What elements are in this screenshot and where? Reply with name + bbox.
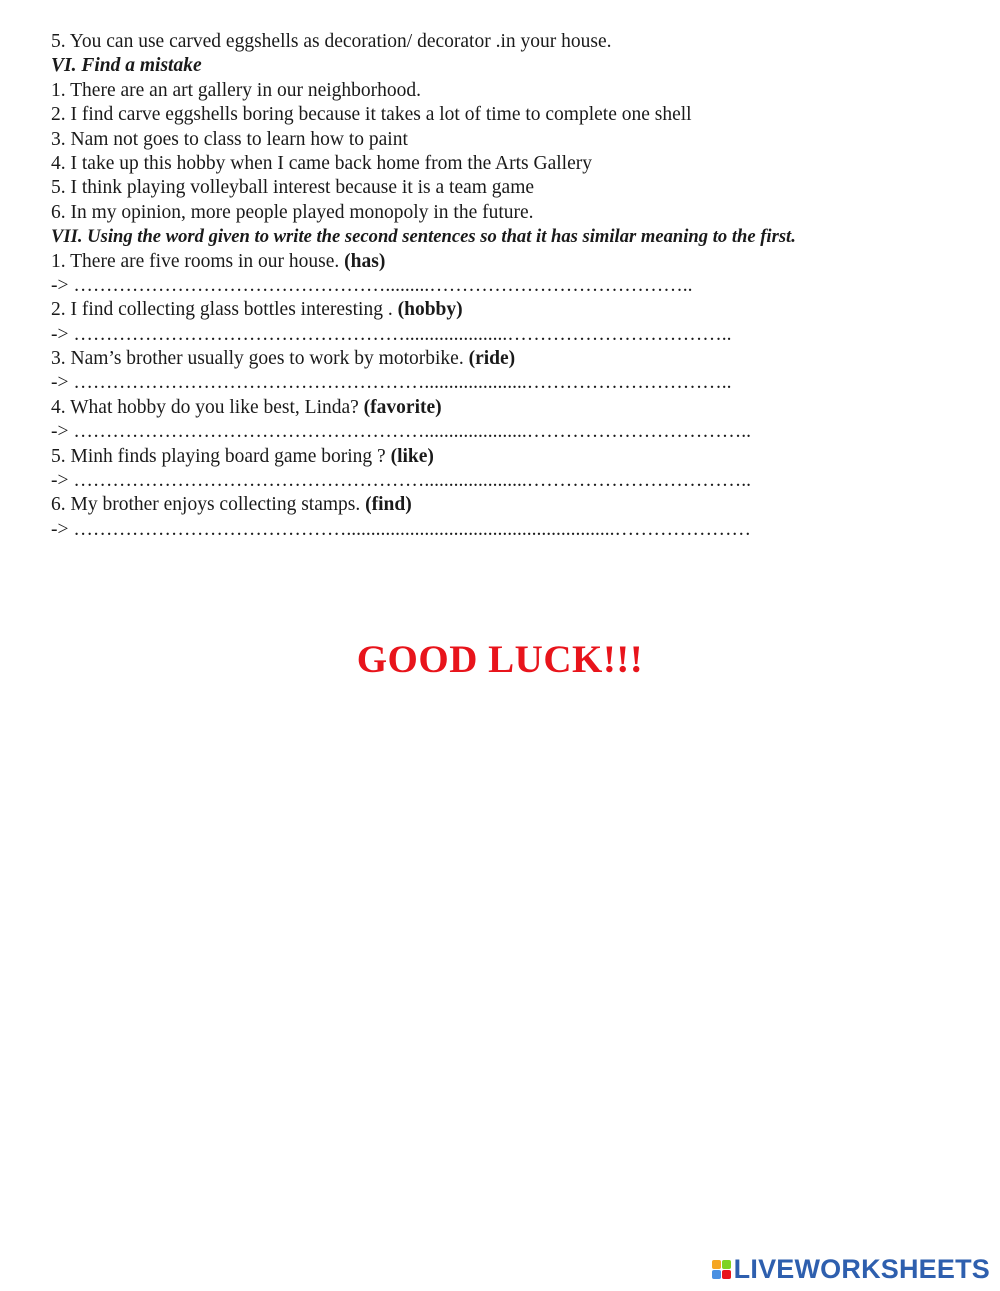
answer-line[interactable]: -> ……………………………………………….....................…………………………….. xyxy=(51,421,751,443)
answer-line[interactable]: -> …………………………………….......................................................………………… xyxy=(51,518,751,540)
prompt-keyword: (find) xyxy=(365,494,412,516)
rewrite-prompt xyxy=(51,396,981,420)
rewrite-prompt xyxy=(51,493,981,517)
mistake-item: 4. I take up this hobby when I came back home from the Arts Gallery xyxy=(51,152,592,174)
liveworksheets-logo-icon xyxy=(712,1255,731,1285)
prompt-keyword: (favorite) xyxy=(363,396,442,418)
prompt-keyword: (ride) xyxy=(468,348,516,370)
section-heading-find-mistake: VI. Find a mistake xyxy=(51,55,202,77)
rewrite-prompt xyxy=(51,445,981,469)
mistake-item: 3. Nam not goes to class to learn how to paint xyxy=(51,128,408,150)
section-heading-rewrite: VII. Using the word given to write the second sentences so that it has similar meaning to the first. xyxy=(51,226,796,248)
answer-line[interactable]: -> ………………………………………….........………………………………….. xyxy=(51,274,693,296)
answer-line[interactable]: -> …………………………………………….....................…………………………….. xyxy=(51,323,732,345)
liveworksheets-brand[interactable] xyxy=(712,1254,990,1285)
mistake-item: 6. In my opinion, more people played monopoly in the future. xyxy=(51,201,534,223)
mistake-item: 1. There are an art gallery in our neighborhood. xyxy=(51,79,422,101)
prompt-text: 6. My brother enjoys collecting stamps. xyxy=(51,494,366,516)
good-luck-message: GOOD LUCK!!! xyxy=(356,638,644,681)
prompt-keyword: (like) xyxy=(390,445,434,467)
prompt-text: 4. What hobby do you like best, Linda? xyxy=(51,396,364,418)
rewrite-prompt xyxy=(51,250,981,274)
mistake-item: 5. I think playing volleyball interest because it is a team game xyxy=(51,177,535,199)
prompt-text: 3. Nam’s brother usually goes to work by motorbike. xyxy=(51,348,469,370)
prompt-keyword: (hobby) xyxy=(397,299,463,321)
worksheet-content xyxy=(51,30,981,542)
answer-line[interactable]: -> ……………………………………………….....................………………………….. xyxy=(51,372,732,394)
answer-line[interactable]: -> ……………………………………………….....................…………………………….. xyxy=(51,470,751,492)
prompt-text: 1. There are five rooms in our house. xyxy=(51,250,345,272)
mistake-item: 2. I find carve eggshells boring because it takes a lot of time to complete one shell xyxy=(51,104,692,126)
prompt-keyword: (has) xyxy=(344,250,386,272)
prompt-text: 5. Minh finds playing board game boring ? xyxy=(51,445,391,467)
rewrite-prompt xyxy=(51,298,981,322)
prompt-text: 2. I find collecting glass bottles interesting . xyxy=(51,299,398,321)
exercise-item: 5. You can use carved eggshells as decoration/ decorator .in your house. xyxy=(51,31,612,52)
brand-name: LIVEWORKSHEETS xyxy=(733,1254,990,1284)
rewrite-prompt xyxy=(51,347,981,371)
